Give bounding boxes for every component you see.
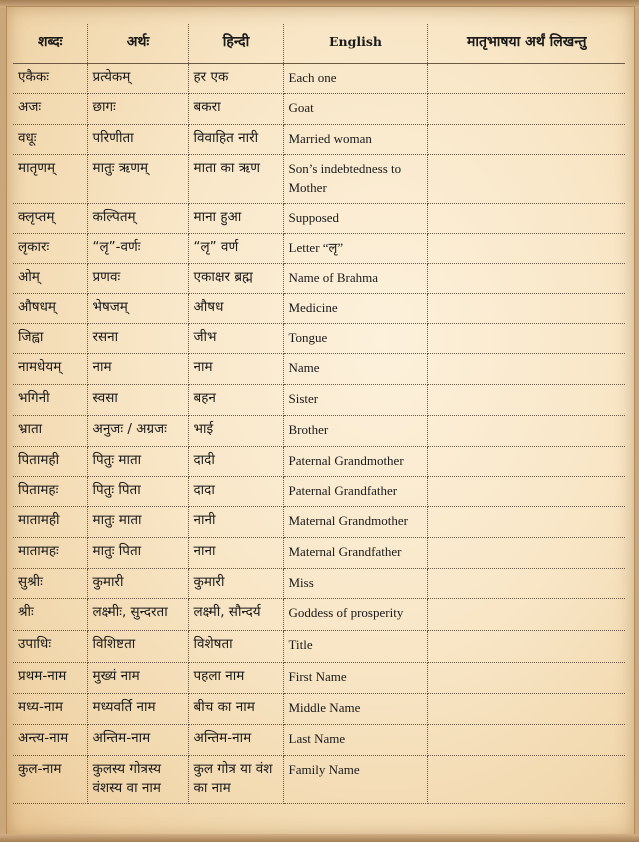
cell-matribhasha-blank: [427, 725, 625, 756]
cell-matribhasha-blank: [427, 294, 625, 324]
cell-english: Family Name: [283, 756, 427, 804]
header-hindi: हिन्दी: [188, 24, 283, 64]
header-english: English: [283, 24, 427, 64]
table-row: [13, 354, 625, 385]
table-row: [13, 385, 625, 416]
cell-hindi: कुल गोत्र या वंश का नाम: [188, 756, 283, 804]
cell-matribhasha-blank: [427, 538, 625, 569]
cell-english: Brother: [283, 416, 427, 447]
cell-arthah: कल्पितम्: [87, 204, 188, 234]
table-row: [13, 94, 625, 125]
cell-shabdah: नामधेयम्: [13, 354, 87, 385]
cell-arthah: प्रणवः: [87, 264, 188, 294]
cell-hindi: बकरा: [188, 94, 283, 125]
cell-shabdah: उपाधिः: [13, 631, 87, 663]
cell-shabdah: मातामही: [13, 507, 87, 538]
cell-matribhasha-blank: [427, 447, 625, 477]
cell-arthah: अनुजः / अग्रजः: [87, 416, 188, 447]
cell-shabdah: मातृणम्: [13, 155, 87, 204]
cell-shabdah: अन्त्य-नाम: [13, 725, 87, 756]
cell-hindi: माना हुआ: [188, 204, 283, 234]
cell-english: Paternal Grandfather: [283, 477, 427, 507]
cell-arthah: पितुः पिता: [87, 477, 188, 507]
cell-shabdah: ओम्: [13, 264, 87, 294]
table-row: [13, 694, 625, 725]
cell-matribhasha-blank: [427, 694, 625, 725]
table-row: [13, 294, 625, 324]
header-arthah: अर्थः: [87, 24, 188, 64]
header-shabdah: शब्दः: [13, 24, 87, 64]
cell-matribhasha-blank: [427, 477, 625, 507]
cell-shabdah: पितामहः: [13, 477, 87, 507]
vocabulary-table-body: [13, 64, 625, 804]
cell-matribhasha-blank: [427, 264, 625, 294]
table-row: [13, 155, 625, 204]
cell-arthah: लक्ष्मीः, सुन्दरता: [87, 599, 188, 631]
cell-matribhasha-blank: [427, 125, 625, 155]
cell-matribhasha-blank: [427, 155, 625, 204]
cell-arthah: “लृ”-वर्णः: [87, 234, 188, 264]
cell-shabdah: भगिनी: [13, 385, 87, 416]
cell-shabdah: कुल-नाम: [13, 756, 87, 804]
table-row: [13, 447, 625, 477]
cell-arthah: पितुः माता: [87, 447, 188, 477]
cell-hindi: कुमारी: [188, 569, 283, 599]
cell-hindi: दादी: [188, 447, 283, 477]
cell-english: Tongue: [283, 324, 427, 354]
cell-arthah: मातुः ऋणम्: [87, 155, 188, 204]
cell-hindi: बहन: [188, 385, 283, 416]
cell-english: First Name: [283, 663, 427, 694]
cell-english: Name: [283, 354, 427, 385]
table-row: [13, 756, 625, 804]
cell-arthah: प्रत्येकम्: [87, 64, 188, 94]
cell-hindi: विवाहित नारी: [188, 125, 283, 155]
cell-arthah: मातुः पिता: [87, 538, 188, 569]
cell-shabdah: एकैकः: [13, 64, 87, 94]
cell-matribhasha-blank: [427, 663, 625, 694]
table-row: [13, 725, 625, 756]
cell-matribhasha-blank: [427, 204, 625, 234]
cell-shabdah: सुश्रीः: [13, 569, 87, 599]
cell-english: Title: [283, 631, 427, 663]
vocabulary-table: [13, 24, 625, 804]
cell-hindi: एकाक्षर ब्रह्म: [188, 264, 283, 294]
table-row: [13, 599, 625, 631]
cell-matribhasha-blank: [427, 64, 625, 94]
table-row: [13, 507, 625, 538]
cell-hindi: पहला नाम: [188, 663, 283, 694]
cell-matribhasha-blank: [427, 416, 625, 447]
cell-shabdah: अजः: [13, 94, 87, 125]
cell-english: Married woman: [283, 125, 427, 155]
cell-english: Paternal Grandmother: [283, 447, 427, 477]
cell-matribhasha-blank: [427, 507, 625, 538]
cell-matribhasha-blank: [427, 756, 625, 804]
table-row: [13, 416, 625, 447]
cell-arthah: कुमारी: [87, 569, 188, 599]
cell-arthah: मध्यवर्ति नाम: [87, 694, 188, 725]
cell-shabdah: मातामहः: [13, 538, 87, 569]
cell-english: Each one: [283, 64, 427, 94]
table-row: [13, 324, 625, 354]
cell-arthah: कुलस्य गोत्रस्य वंशस्य वा नाम: [87, 756, 188, 804]
cell-shabdah: औषधम्: [13, 294, 87, 324]
cell-hindi: लक्ष्मी, सौन्दर्य: [188, 599, 283, 631]
cell-hindi: बीच का नाम: [188, 694, 283, 725]
cell-hindi: औषध: [188, 294, 283, 324]
cell-matribhasha-blank: [427, 569, 625, 599]
table-row: [13, 477, 625, 507]
cell-hindi: अन्तिम-नाम: [188, 725, 283, 756]
table-row: [13, 663, 625, 694]
cell-english: Last Name: [283, 725, 427, 756]
cell-english: Middle Name: [283, 694, 427, 725]
cell-matribhasha-blank: [427, 324, 625, 354]
cell-english: Miss: [283, 569, 427, 599]
table-row: [13, 234, 625, 264]
cell-english: Son’s indebtedness to Mother: [283, 155, 427, 204]
cell-shabdah: प्रथम-नाम: [13, 663, 87, 694]
cell-english: Goat: [283, 94, 427, 125]
cell-matribhasha-blank: [427, 94, 625, 125]
cell-shabdah: पितामही: [13, 447, 87, 477]
cell-hindi: माता का ऋण: [188, 155, 283, 204]
cell-arthah: नाम: [87, 354, 188, 385]
vocabulary-table-header: [13, 24, 625, 64]
cell-arthah: स्वसा: [87, 385, 188, 416]
table-row: [13, 631, 625, 663]
cell-matribhasha-blank: [427, 234, 625, 264]
cell-arthah: मातुः माता: [87, 507, 188, 538]
cell-english: Sister: [283, 385, 427, 416]
cell-arthah: विशिष्टता: [87, 631, 188, 663]
table-row: [13, 538, 625, 569]
cell-arthah: छागः: [87, 94, 188, 125]
table-row: [13, 64, 625, 94]
cell-matribhasha-blank: [427, 631, 625, 663]
cell-hindi: जीभ: [188, 324, 283, 354]
cell-english: Name of Brahma: [283, 264, 427, 294]
cell-hindi: विशेषता: [188, 631, 283, 663]
cell-arthah: परिणीता: [87, 125, 188, 155]
table-row: [13, 569, 625, 599]
cell-english: Letter “लृ”: [283, 234, 427, 264]
cell-arthah: भेषजम्: [87, 294, 188, 324]
cell-arthah: रसना: [87, 324, 188, 354]
table-row: [13, 204, 625, 234]
cell-arthah: अन्तिम-नाम: [87, 725, 188, 756]
table-row: [13, 264, 625, 294]
cell-shabdah: श्रीः: [13, 599, 87, 631]
frame-bottom-edge: [0, 834, 639, 842]
cell-english: Supposed: [283, 204, 427, 234]
cell-hindi: नाम: [188, 354, 283, 385]
cell-shabdah: लृकारः: [13, 234, 87, 264]
header-matribhasha: मातृभाषया अर्थं लिखन्तु: [427, 24, 625, 64]
cell-hindi: हर एक: [188, 64, 283, 94]
cell-hindi: नाना: [188, 538, 283, 569]
cell-hindi: “लृ” वर्ण: [188, 234, 283, 264]
cell-shabdah: मध्य-नाम: [13, 694, 87, 725]
cell-arthah: मुख्यं नाम: [87, 663, 188, 694]
cell-hindi: भाई: [188, 416, 283, 447]
cell-hindi: दादा: [188, 477, 283, 507]
cell-shabdah: भ्राता: [13, 416, 87, 447]
cell-english: Maternal Grandmother: [283, 507, 427, 538]
cell-hindi: नानी: [188, 507, 283, 538]
header-row: [13, 24, 625, 64]
cell-matribhasha-blank: [427, 385, 625, 416]
cell-english: Maternal Grandfather: [283, 538, 427, 569]
table-row: [13, 125, 625, 155]
cell-english: Medicine: [283, 294, 427, 324]
cell-shabdah: जिह्वा: [13, 324, 87, 354]
cell-shabdah: क्लृप्तम्: [13, 204, 87, 234]
cell-matribhasha-blank: [427, 599, 625, 631]
cell-matribhasha-blank: [427, 354, 625, 385]
cell-english: Goddess of prosperity: [283, 599, 427, 631]
cell-shabdah: वधूः: [13, 125, 87, 155]
